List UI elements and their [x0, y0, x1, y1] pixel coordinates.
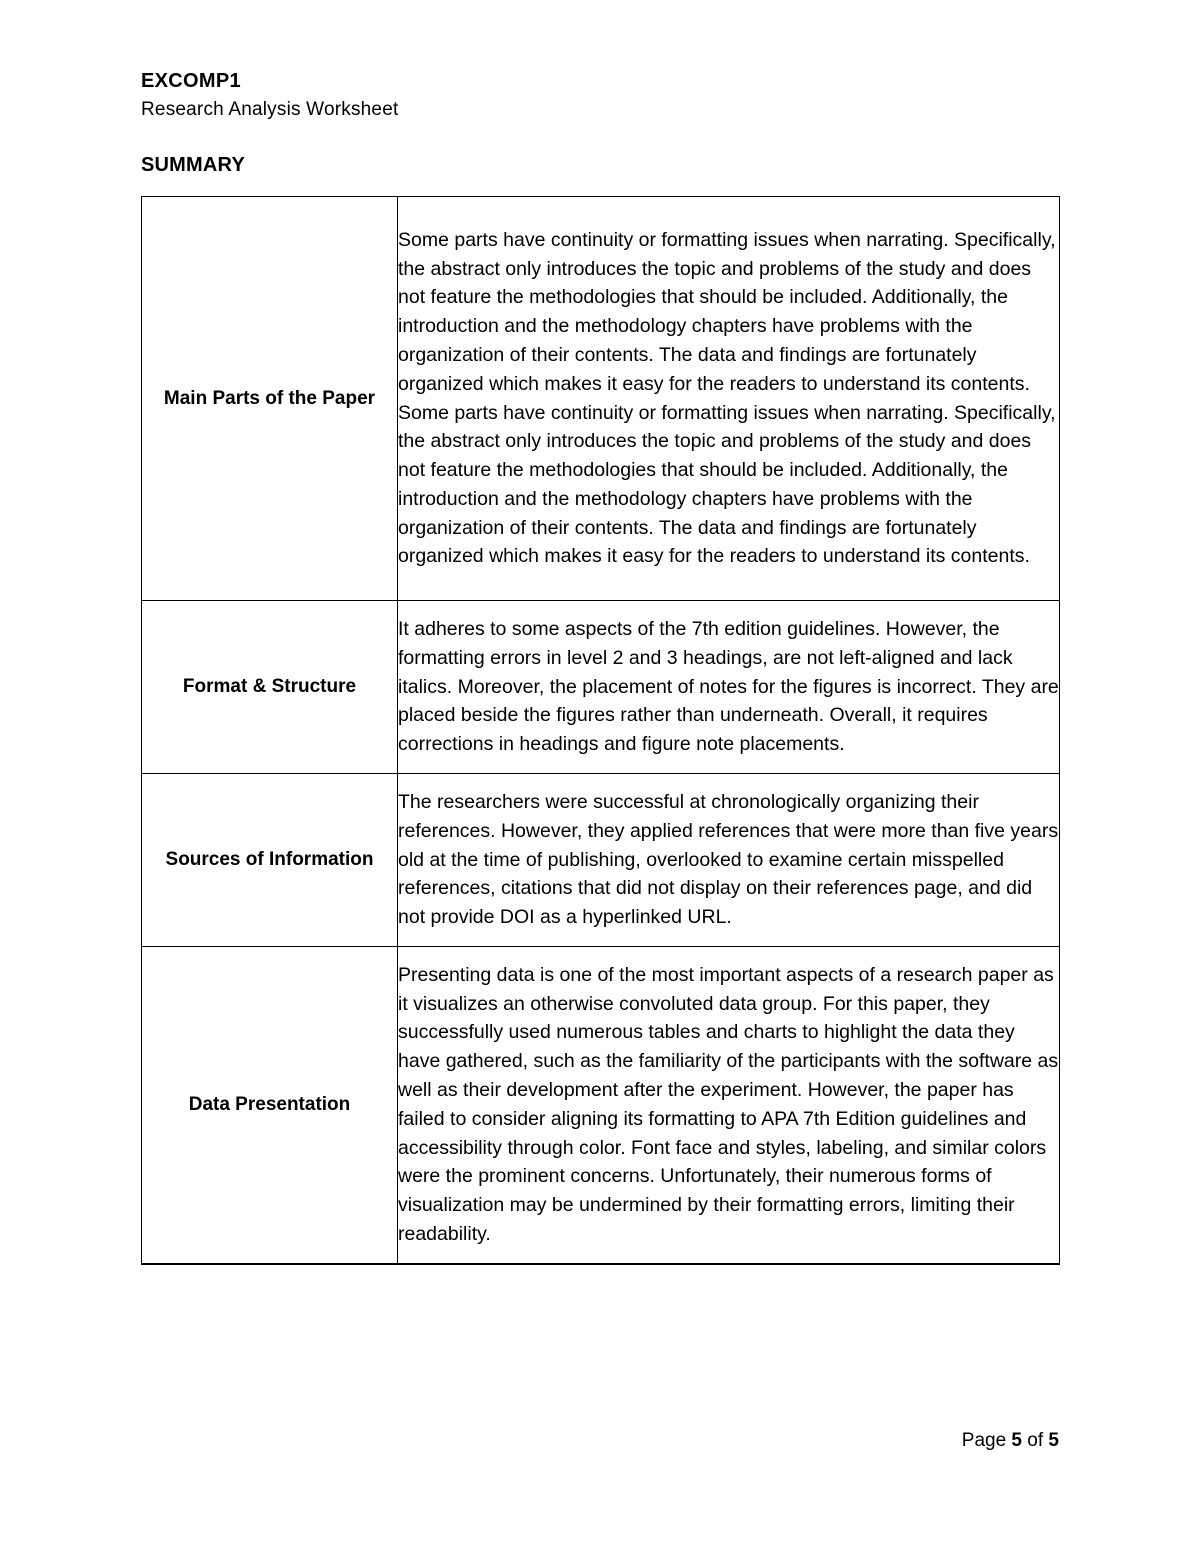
document-title: Research Analysis Worksheet [141, 99, 399, 120]
table-row [142, 947, 1060, 1264]
page-word: Page [961, 1430, 1007, 1451]
row-text-main-parts: Some parts have continuity or formatting issues when narrating. Specifically, the abstract only introduces the topic and problems of the study and does not feature the methodologies that should be included. Additionally, the introduction and the methodology chapters have problems with the organization of their contents. The data and findings are fortunately organized which makes it easy for the readers to understand its contents. Some parts have continuity or formatting issues when narrating. Specifically, the abstract only introduces the topic and problems of the study and does not feature the methodologies that should be included. Additionally, the introduction and the methodology chapters have problems with the organization of their contents. The data and findings are fortunately organized which makes it easy for the readers to understand its contents. [398, 197, 1060, 601]
row-label-sources: Sources of Information [142, 774, 398, 947]
table-row [142, 774, 1060, 947]
of-word: of [1027, 1430, 1044, 1451]
row-text-data-presentation: Presenting data is one of the most important aspects of a research paper as it visualizes an otherwise convoluted data group. For this paper, they successfully used numerous tables and charts to highlight the data they have gathered, such as the familiarity of the participants with the software as well as their development after the experiment. However, the paper has failed to consider aligning its formatting to APA 7th Edition guidelines and accessibility through color. Font face and styles, labeling, and similar colors were the prominent concerns. Unfortunately, their numerous forms of visualization may be undermined by their formatting errors, limiting their readability. [398, 947, 1060, 1264]
row-text-format-structure: It adheres to some aspects of the 7th edition guidelines. However, the formatting errors in level 2 and 3 headings, are not left-aligned and lack italics. Moreover, the placement of notes for the figures is incorrect. They are placed beside the figures rather than underneath. Overall, it requires corrections in headings and figure note placements. [398, 601, 1060, 774]
row-text-sources: The researchers were successful at chronologically organizing their references. However, they applied references that were more than five years old at the time of publishing, overlooked to examine certain misspelled references, citations that did not display on their references page, and did not provide DOI as a hyperlinked URL. [398, 774, 1060, 947]
section-heading: SUMMARY [141, 154, 245, 176]
row-label-format-structure: Format & Structure [142, 601, 398, 774]
row-label-data-presentation: Data Presentation [142, 947, 398, 1264]
summary-table [141, 196, 1060, 1265]
current-page-number: 5 [1011, 1430, 1022, 1451]
page-number-footer [962, 1430, 1059, 1452]
row-label-main-parts: Main Parts of the Paper [142, 197, 398, 601]
table-row [142, 197, 1060, 601]
total-pages-number: 5 [1048, 1430, 1059, 1451]
table-row [142, 601, 1060, 774]
course-code: EXCOMP1 [141, 70, 241, 92]
